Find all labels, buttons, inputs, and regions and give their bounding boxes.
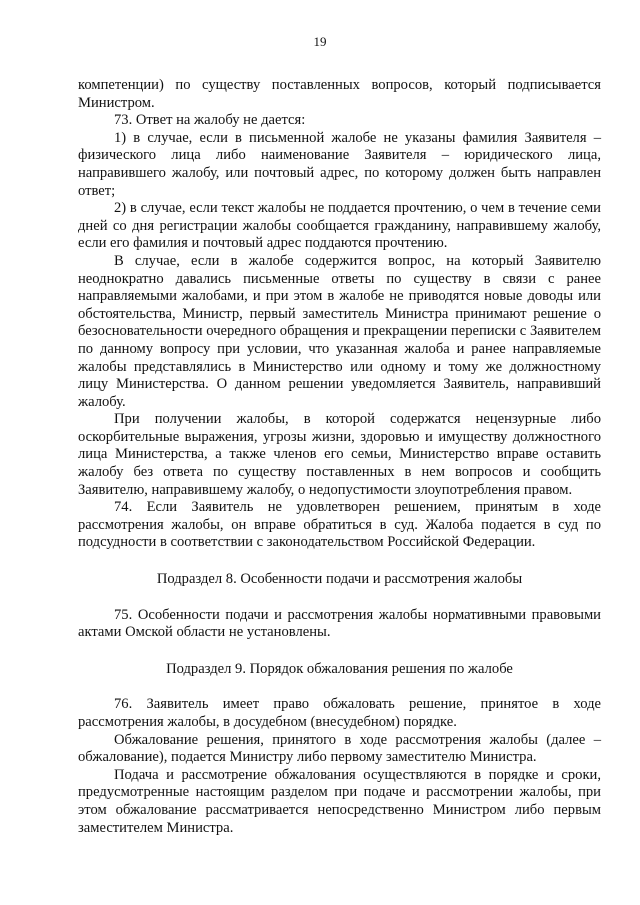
document-body [78,77,601,837]
subsection-9-heading: Подраздел 9. Порядок обжалования решения по жалобе [166,660,513,677]
paragraph-73-item-2: 2) в случае, если текст жалобы не поддается прочтению, о чем в течение семи дней со дня регистрации жалобы сообщается гражданину, направившему жалобу, если его фамилия и почтовый адрес поддаются прочтению. [78,200,601,252]
paragraph-appeal-submission: Обжалование решения, принятого в ходе рассмотрения жалобы (далее – обжалование), подается Министру либо первому заместителю Министра. [78,731,601,766]
paragraph-appeal-procedure: Подача и рассмотрение обжалования осуществляются в порядке и сроки, предусмотренные настоящим разделом при подаче и рассмотрении жалобы, при этом обжалование рассматривается непосредственно Министром либо первым заместителем Министра. [78,766,601,836]
paragraph-73-item-1: 1) в случае, если в письменной жалобе не указаны фамилия Заявителя – физического лица либо наименование Заявителя – юридического лица, направившего жалобу, или почтовый адрес, по которому должен быть направлен ответ; [78,129,601,199]
paragraph-73: 73. Ответ на жалобу не дается: [114,112,306,129]
paragraph-obscene-complaint: При получении жалобы, в которой содержатся нецензурные либо оскорбительные выражения, угрозы жизни, здоровью и имуществу должностного лица Министерства, а также членов его семьи, Министерство вправе оставить жалобу без ответа по существу поставленных в нем вопросов и сообщить Заявителю, направившему жалобу, о недопустимости злоупотребления правом. [78,411,601,498]
paragraph-75: 75. Особенности подачи и рассмотрения жалобы нормативными правовыми актами Омской области не установлены. [78,606,601,641]
paragraph-repeated-appeal: В случае, если в жалобе содержится вопрос, на который Заявителю неоднократно давались письменные ответы по существу в связи с ранее направляемыми жалобами, и при этом в жалобе не приводятся новые доводы или обстоятельства, Министр, первый заместитель Министра принимают решение о безосновательности очередного обращения и прекращении переписки с Заявителем по данному вопросу при условии, что указанная жалоба и ранее направляемые жалобы представлялись в Министерство или одному и тому же должностному лицу Министерства. О данном решении уведомляется Заявитель, направивший жалобу. [78,252,601,410]
subsection-8-heading: Подраздел 8. Особенности подачи и рассмотрения жалобы [156,571,523,588]
paragraph-76: 76. Заявитель имеет право обжаловать решение, принятое в ходе рассмотрения жалобы, в досудебном (внесудебном) порядке. [78,696,601,730]
paragraph-74: 74. Если Заявитель не удовлетворен решением, принятым в ходе рассмотрения жалобы, он вправе обратиться в суд. Жалоба подается в суд по подсудности в соответствии с законодательством Российской Федерации. [78,499,601,551]
paragraph-continuation: компетенции) по существу поставленных вопросов, который подписывается Министром. [78,77,601,111]
page-number: 19 [313,34,327,49]
